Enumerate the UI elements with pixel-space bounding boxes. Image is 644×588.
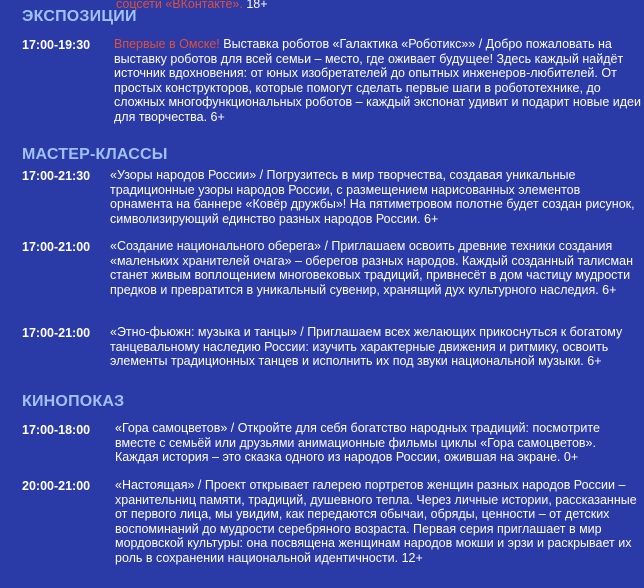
event-description: «Создание национального оберега» / Приглашаем освоить древние техники создания «маленьких хранителей очага» – оберегов разных народов. Каждый созданный талисман станет живым воплощением многовековых традиций, привнесёт в дом частицу мудрости предков и превратится в уникальный сувенир, хранящий дух культурного наследия. 6+ (110, 239, 634, 297)
vk-link[interactable]: соцсети «ВКонтакте». (116, 0, 243, 11)
event-description: «Настоящая» / Проект открывает галерею портретов женщин разных народов России – хранительниц памяти, традиций, душевного тепла. Через личные истории, рассказанные от первого лица, мы увидим, как передаются обычаи, обряды, ценности – от детских воспоминаний до мудрости серебряного возраста. Первая серия приглашает в мир мордовской культуры: она посвящена женщинам народов мокши и эрзи и раскрывает их роль в сохранении национальной идентичности. 12+ (115, 478, 637, 565)
section-title-masterclasses: МАСТЕР-КЛАССЫ (22, 146, 168, 163)
event-time: 17:00-18:00 (22, 423, 91, 437)
event-description (114, 37, 642, 124)
event-time: 17:00-19:30 (22, 38, 91, 52)
event-description: «Этно-фьюжн: музыка и танцы» / Приглашаем всех желающих прикоснуться к богатому танцевальному наследию России: изучить характерные движения и ритмику, освоить элементы традиционных танцев и исполнить их под звуки национальной музыки. 6+ (110, 325, 623, 368)
age-rating: 18+ (242, 0, 268, 11)
event-time: 20:00-21:00 (22, 479, 91, 493)
event-time: 17:00-21:00 (22, 240, 91, 254)
section-title-cinema: КИНОПОКАЗ (22, 393, 125, 410)
previous-event-tail (116, 0, 644, 12)
event-description: «Гора самоцветов» / Откройте для себя богатство народных традиций: посмотрите вместе с семьёй или друзьями анимационные фильмы циклы «Гора самоцветов». Каждая история – это сказка одного из народов России, ожившая на экране. 0+ (115, 421, 600, 464)
event-text: Выставка роботов «Галактика «Роботикс»» / Добро пожаловать на выставку роботов для всей семьи – место, где оживает будущее! Здесь каждый найдёт источник вдохновения: от юных изобретателей до опытных инженеров-любителей. От простых конструкторов, которые помогут сделать первые шаги в робототехнике, до сложных многофункциональных роботов – каждый экспонат удивит и подарит новые идеи для творчества. 6+ (114, 37, 641, 124)
event-time: 17:00-21:00 (22, 326, 91, 340)
event-description: «Узоры народов России» / Погрузитесь в мир творчества, создавая уникальные традиционные узоры народов России, с размещением нарисованных элементов орнамента на баннере «Ковёр дружбы»! На пятиметровом полотне будет создан рисунок, символизирующий единство разных народов России. 6+ (110, 168, 635, 226)
event-time: 17:00-21:30 (22, 169, 91, 183)
section-title-expositions: ЭКСПОЗИЦИИ (22, 8, 137, 25)
event-highlight: Впервые в Омске! (114, 37, 220, 51)
